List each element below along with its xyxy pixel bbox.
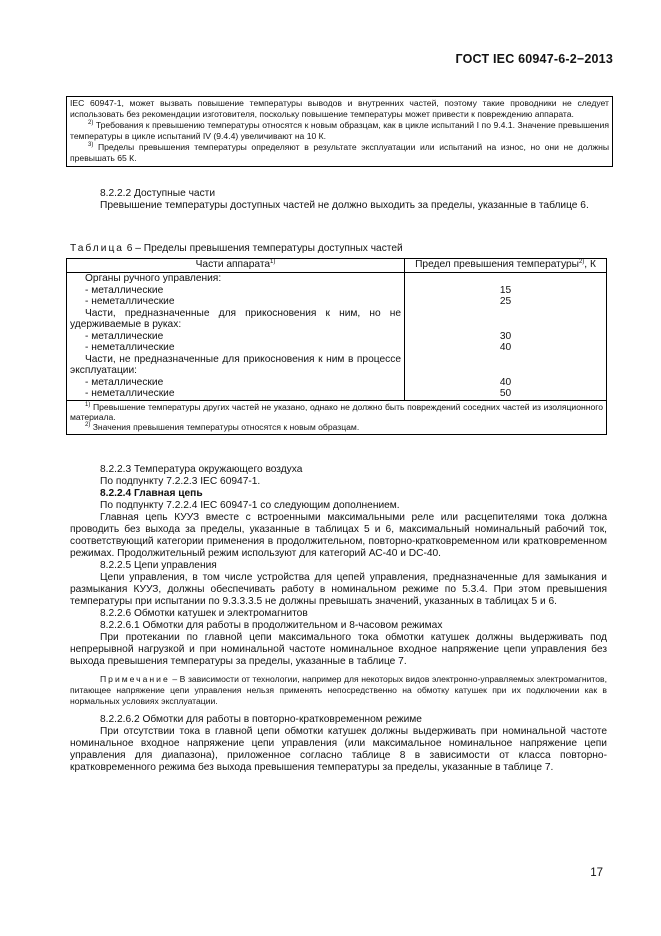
footnote-3-text: Пределы превышения температуры определяют в результате эксплуатации или испытаний на износ, но они не должны превышать 65 К. [70, 142, 609, 163]
table-title-word: Таблица [70, 243, 124, 254]
paragraph: При протекании по главной цепи максимального тока обмотки катушек должны выдерживать под непрерывной нагрузкой и при номинальной частоте номинальное входное напряжение цепи управления без выхода превышения температуры за пределы, указанные в таблице 7. [70, 632, 607, 667]
document-header: ГОСТ IEC 60947-6-2−2013 [455, 52, 613, 66]
table-note-2-marker: 2) [85, 421, 91, 428]
table-cell-part: - металлические [67, 285, 405, 297]
section-heading: 8.2.2.2 Доступные части [100, 188, 216, 199]
table-row [67, 342, 607, 354]
section-8222 [70, 188, 607, 212]
table-cell-part: Части, предназначенные для прикосновения к ним, но не удерживаемые в руках: [67, 308, 405, 331]
table-row [67, 296, 607, 308]
section-heading: 8.2.2.4 Главная цепь [100, 488, 203, 499]
table-cell-part: Органы ручного управления: [67, 273, 405, 285]
note-text: – В зависимости от технологии, например для некоторых видов электронно-управляемых электромагнитов, питающее напряжение цепи управления нельзя применять непосредственно на обмотку катушек при их подключении как в нормальных условиях эксплуатации. [70, 674, 607, 706]
table-header-limit [405, 259, 607, 273]
table-row [67, 354, 607, 377]
header-limit-label: Предел превышения температуры [415, 259, 579, 270]
header-parts-label: Части аппарата [195, 259, 271, 270]
table-row [67, 285, 607, 297]
table-cell-part: - неметаллические [67, 296, 405, 308]
section-heading: 8.2.2.6.2 Обмотки для работы в повторно-кратковременном режиме [100, 714, 422, 725]
footnote-2 [70, 120, 609, 142]
table-note-1 [70, 402, 603, 422]
table-title-rest: 6 – Пределы превышения температуры доступных частей [123, 243, 403, 254]
table-cell-value: 50 [405, 388, 607, 400]
table-row [67, 388, 607, 400]
table-cell-value: 30 [405, 331, 607, 343]
section-heading: 8.2.2.3 Температура окружающего воздуха [100, 464, 303, 475]
temperature-limits-table [66, 258, 607, 435]
table-note-1-marker: 1) [85, 401, 91, 408]
table-cell-part: - металлические [67, 331, 405, 343]
table-row [67, 377, 607, 389]
paragraph: При отсутствии тока в главной цепи обмотки катушек должны выдерживать при номинальной частоте номинальное входное напряжение цепи управления (или максимальное номинальное напряжение цепи управления для диапазона), приложенное согласно таблице 8 в зависимости от класса повторно-кратковременного режима без выхода превышения температуры за пределы, указанные в таблице 7. [70, 726, 607, 773]
main-body [70, 464, 607, 774]
table-cell-part: - металлические [67, 377, 405, 389]
table-title [70, 243, 403, 254]
paragraph: По подпункту 7.2.2.4 IEC 60947-1 со следующим дополнением. [100, 500, 400, 511]
table-cell-value: 40 [405, 342, 607, 354]
table-cell-value [405, 273, 607, 285]
header-parts-marker: 1) [270, 259, 276, 265]
paragraph: Превышение температуры доступных частей не должно выходить за пределы, указанные в таблице 6. [100, 200, 589, 211]
continued-footnote-frame [66, 96, 613, 167]
table-header-row [67, 259, 607, 273]
table-cell-value: 40 [405, 377, 607, 389]
header-limit-unit: , К [584, 259, 596, 270]
table-cell-value: 25 [405, 296, 607, 308]
table-note-2 [70, 422, 603, 432]
table-note-2-text: Значения превышения температуры относятся к новым образцам. [90, 421, 360, 432]
table-cell-part: - неметаллические [67, 388, 405, 400]
table-cell-value [405, 308, 607, 331]
footnote-continuation: IEC 60947-1, может вызвать повышение температуры выводов и внутренних частей, поэтому такие проводники не следует использовать без рекомендации изготовителя, поскольку повышение температуры может привести к повреждению аппарата. [70, 98, 609, 119]
note-label: Примечание [100, 674, 170, 684]
page-number: 17 [590, 867, 603, 879]
table-header-parts [67, 259, 405, 273]
table-cell-value: 15 [405, 285, 607, 297]
footnote-2-text: Требования к превышению температуры относятся к новым образцам, как в цикле испытаний I по 9.4.1. Значение превышения температуры в цикле испытаний IV (9.4.4) увеличивают на 10 К. [70, 120, 609, 141]
paragraph: По подпункту 7.2.2.3 IEC 60947-1. [100, 476, 261, 487]
section-heading: 8.2.2.6.1 Обмотки для работы в продолжительном и 8-часовом режимах [100, 620, 443, 631]
table-row [67, 273, 607, 285]
section-heading: 8.2.2.6 Обмотки катушек и электромагнитов [100, 608, 308, 619]
paragraph: Цепи управления, в том числе устройства для цепей управления, предназначенные для замыкания и размыкания КУУЗ, должны обеспечивать работу в номинальном режиме по 5.3.4. При этом превышения температуры при испытании по 9.3.3.3.5 не должны превышать значений, указанных в таблицах 5 и 6. [70, 572, 607, 607]
table-notes-row [67, 400, 607, 434]
footnote-2-marker: 2) [88, 120, 94, 126]
table-notes [67, 400, 607, 434]
footnote-3-marker: 3) [88, 142, 94, 148]
section-heading: 8.2.2.5 Цепи управления [100, 560, 217, 571]
table-row [67, 308, 607, 331]
table-note-1-text: Превышение температуры других частей не указано, однако не должно быть повреждений соседних частей из изоляционного материала. [70, 401, 603, 422]
table-cell-part: - неметаллические [67, 342, 405, 354]
table-cell-value [405, 354, 607, 377]
note [70, 674, 607, 707]
table-row [67, 331, 607, 343]
header-limit-marker: 2) [578, 259, 585, 265]
table-cell-part: Части, не предназначенные для прикосновения к ним в процессе эксплуатации: [67, 354, 405, 377]
footnote-3 [70, 142, 609, 164]
paragraph: Главная цепь КУУЗ вместе с встроенными максимальными реле или расцепителями тока должна проводить без выхода за пределы, указанные в таблицах 5 и 6, максимальный номинальный рабочий ток, соответствующий категории применения в продолжительном, повторно-кратковременном или кратковременном режимах. Продолжительный режим используют для категорий АС-40 и DC-40. [70, 512, 607, 559]
